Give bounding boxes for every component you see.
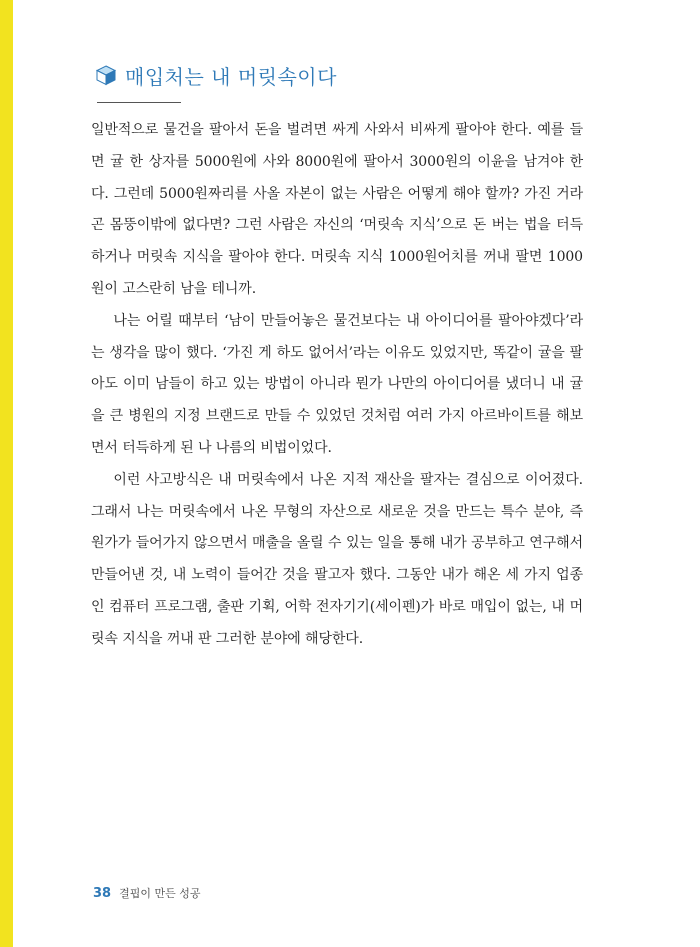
paragraph: 나는 어릴 때부터 ‘남이 만들어놓은 물건보다는 내 아이디어를 팔아야겠다’라는 생각을 많이 했다. ‘가진 게 하도 없어서’라는 이유도 있었지만, 똑같이 귤을 팔아도 이미 남들이 하고 있는 방법이 아니라 뭔가 나만의 아이디어를 냈더니 내 귤을 큰 병원의 지정 브랜드로 만들 수 있었던 것처럼 여러 가지 아르바이트를 해보면서 터득하게 된 나 나름의 비법이었다. [91,312,583,456]
paragraph: 이런 사고방식은 내 머릿속에서 나온 지적 재산을 팔자는 결심으로 이어졌다. 그래서 나는 머릿속에서 나온 무형의 자산으로 새로운 것을 만드는 특수 분야, 즉 원가가 들어가지 않으면서 매출을 올릴 수 있는 일을 통해 내가 공부하고 연구해서 만들어낸 것, 내 노력이 들어간 것을 팔고자 했다. 그동안 내가 해온 세 가지 업종인 컴퓨터 프로그램, 출판 기획, 어학 전자기기(세이펜)가 바로 매입이 없는, 내 머릿속 지식을 꺼내 판 그러한 분야에 해당한다. [91,471,583,647]
page-footer [93,885,200,901]
body-text [91,115,583,656]
section-title: 매입처는 내 머릿속이다 [125,64,337,89]
paragraph: 일반적으로 물건을 팔아서 돈을 벌려면 싸게 사와서 비싸게 팔아야 한다. 예를 들면 귤 한 상자를 5000원에 사와 8000원에 팔아서 3000원의 이윤을 남겨야 한다. 그런데 5000원짜리를 사올 자본이 없는 사람은 어떻게 해야 할까? 가진 거라곤 몸뚱이밖에 없다면? 그런 사람은 자신의 ‘머릿속 지식’으로 돈 버는 법을 터득하거나 머릿속 지식을 팔아야 한다. 머릿속 지식 1000원어치를 꺼내 팔면 1000원이 고스란히 남을 테니까. [91,122,583,297]
heading-underline [97,102,181,103]
page-number: 38 [93,886,112,901]
section-heading [95,58,337,92]
cube-icon [95,64,117,86]
book-title: 결핍이 만든 성공 [119,887,201,900]
